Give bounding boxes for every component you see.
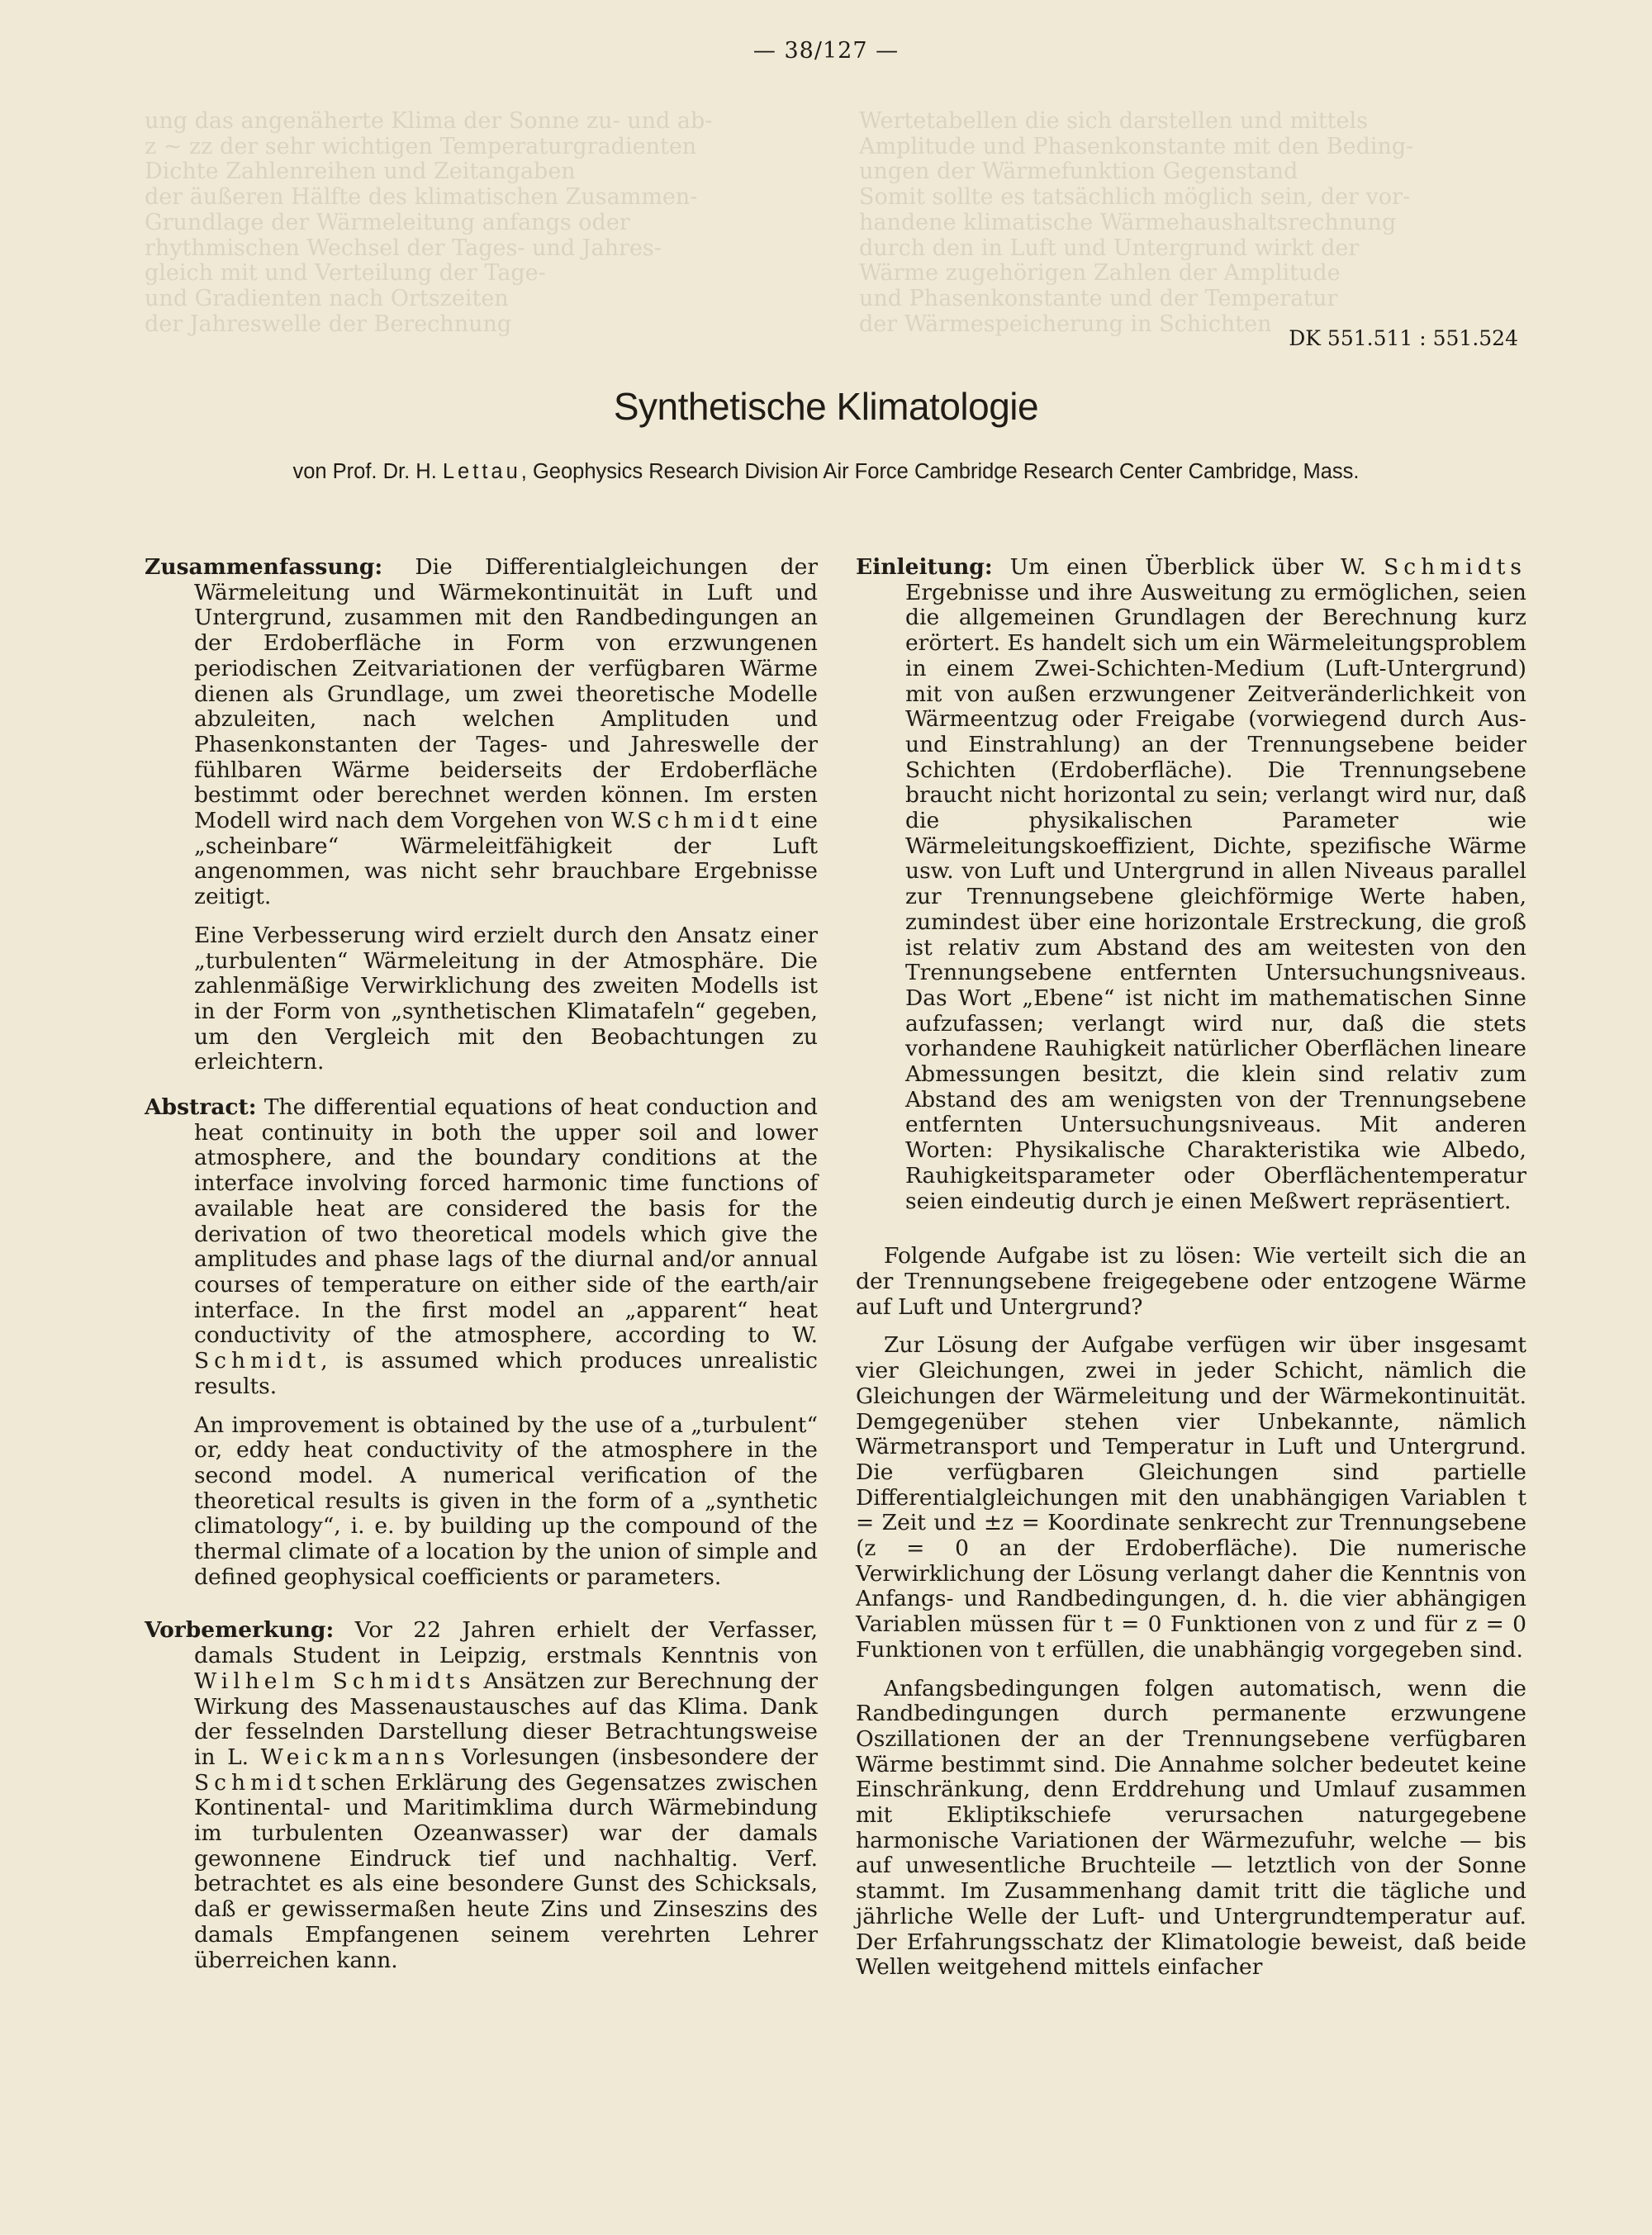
vorbemerkung-text: Vor 22 Jahren erhielt der Verfasser, damals Student in Leipzig, erstmals Kenntnis von <box>194 1617 818 1669</box>
vorbemerkung-section <box>145 1618 818 1973</box>
abstract-label: Abstract: <box>145 1094 257 1121</box>
zusammenfassung-paragraph-2: Eine Verbesserung wird erzielt durch den Ansatz einer „turbulenten“ Wärmeleitung in der Atmosphäre. Die zahlenmäßige Verwirklichung des zweiten Modells ist in der Form von „synthetischen Klimatafeln“ gegeben, um den Vergleich mit den Beobachtungen zu erleichtern. <box>194 922 818 1075</box>
einleitung-text: Um einen Überblick über W. <box>992 554 1367 580</box>
right-column <box>856 555 1526 1994</box>
paragraph-anfangsbedingungen: Anfangsbedingungen folgen automatisch, wenn die Randbedingungen durch permanente erzwungene Oszillationen der an der Trennungsebene verfügbaren Wärme bestimmt sind. Die Annahme solcher bedeutet keine Einschränkung, denn Erddrehung und Umlauf zusammen mit Ekliptikschiefe verursachen naturgegebene harmonische Variationen der Wärmezufuhr, welche — bis auf unwesentliche Bruchteile — letztlich von der Sonne stammt. Im Zusammenhang damit tritt die tägliche und jährliche Welle der Luft- und Untergrundtemperatur auf. Der Erfahrungsschatz der Klimatologie beweist, daß beide Wellen weitgehend mittels einfacher <box>856 1675 1526 1981</box>
abstract-text: The differential equations of heat conduction and heat continuity in both the upper soil and lower atmosphere, and the boundary conditions at the interface involving forced harmonic time functions of available heat are considered the basis for the derivation of two theoretical models which give the amplitudes and phase lags of the diurnal and/or annual courses of temperature on either side of the earth/air interface. In the first model an „apparent“ heat conductivity of the atmosphere, according to W. <box>194 1094 818 1349</box>
paragraph-loesung: Zur Lösung der Aufgabe verfügen wir über insgesamt vier Gleichungen, zwei in jeder Schicht, nämlich die Gleichungen der Wärmeleitung und der Wärmekontinuität. Demgegenüber stehen vier Unbekannte, nämlich Wärmetransport und Temperatur in Luft und Untergrund. Die verfügbaren Gleichungen sind partielle Differentialgleichungen mit den unabhängigen Variablen t = Zeit und ±z = Koordinate senkrecht zur Trennungsebene (z = 0 an der Erdoberfläche). Die numerische Verwirklichung der Lösung verlangt daher die Kenntnis von Anfangs- und Randbedingungen, d. h. die vier abhängigen Variablen müssen für t = 0 Funktionen von z und für z = 0 Funktionen von t erfüllen, die unabhängig vorgegeben sind. <box>856 1332 1526 1663</box>
page-number: — 38/127 — <box>752 38 900 64</box>
abstract-section <box>145 1095 818 1399</box>
article-title: Synthetische Klimatologie <box>613 385 1039 428</box>
abstract-text-cont: , is assumed which produces unrealistic results. <box>194 1348 818 1399</box>
author-ref: Schmidt <box>194 1769 321 1796</box>
left-column <box>145 555 818 1986</box>
show-through-text-right: Wertetabellen die sich darstellen und mittels Amplitude und Phasenkonstante mit den Beding- ungen der Wärmefunktion Gegenstand Somit sollte es tatsächlich möglich sein, der vor- handene klimatische Wärmehaushaltsrechnung durch den in Luft und Untergrund wirkt der Wärme zugehörigen Zahlen der Amplitude und Phasenkonstante und der Temperatur der Wärmespeicherung in Schichten <box>859 109 1414 337</box>
dk-classification: DK 551.511 : 551.524 <box>1289 326 1518 350</box>
abstract-paragraph-2: An improvement is obtained by the use of a „turbulent“ or, eddy heat conductivity of the atmosphere in the second model. A numerical verification of the theoretical results is given in the form of a „synthetic climatology“, i. e. by building up the compound of the thermal climate of a location by the union of simple and defined geophysical coefficients or parameters. <box>194 1412 818 1590</box>
einleitung-label: Einleitung: <box>856 554 993 580</box>
vorbemerkung-label: Vorbemerkung: <box>145 1617 335 1644</box>
author-name: Lettau <box>442 460 521 483</box>
einleitung-text-cont: Ergebnisse und ihre Ausweitung zu ermöglichen, seien die allgemeinen Grundlagen der Berechnung kurz erörtert. Es handelt sich um ein Wärmeleitungsproblem in einem Zwei-Schichten-Medium (Luft-Untergrund) mit von außen erzwungener Zeitveränderlichkeit von Wärmeentzug oder Freigabe (vorwiegend durch Aus- und Einstrahlung) an der Trennungsebene beider Schichten (Erdoberfläche). Die Trennungsebene braucht nicht horizontal zu sein; verlangt wird nur, daß die physikalischen Parameter wie Wärmeleitungskoeffizient, Dichte, spezifische Wärme usw. von Luft und Untergrund in allen Niveaus parallel zur Trennungsebene gleichförmige Werte haben, zumindest über eine horizontale Erstreckung, die groß ist relativ zum Abstand des am weitesten von den Trennungsebene entfernten Untersuchungsniveaus. Das Wort „Ebene“ ist nicht im mathematischen Sinne aufzufassen; verlangt wird nur, daß die stets vorhandene Rauhigkeit natürlicher Oberflächen lineare Abmessungen besitzt, die klein sind relativ zum Abstand des am wenigsten von der Trennungsebene entfernten Untersuchungsniveaus. Mit anderen Worten: Physikalische Charakteristika wie Albedo, Rauhigkeitsparameter oder Oberflächentemperatur seien eindeutig durch je einen Meßwert repräsentiert. <box>905 579 1526 1214</box>
einleitung-section <box>856 555 1526 1214</box>
zusammenfassung-label: Zusammenfassung: <box>145 554 383 580</box>
zusammenfassung-text-cont: eine „scheinbare“ Wärmeleitfähigkeit der Luft angenommen, was nicht sehr brauchbare Ergebnisse zeitigt. <box>194 808 818 910</box>
affiliation: , Geophysics Research Division Air Force Cambridge Research Center Cambridge, Mass. <box>520 460 1360 483</box>
paragraph-folgende: Folgende Aufgabe ist zu lösen: Wie verteilt sich die an der Trennungsebene freigegebene oder entzogene Wärme auf Luft und Untergrund? <box>856 1243 1526 1320</box>
author-ref: Weickmanns <box>260 1744 450 1770</box>
author-ref: Schmidt <box>636 808 764 834</box>
show-through-text-left: ung das angenäherte Klima der Sonne zu- und ab- z ~ zz der sehr wichtigen Temperaturgradienten Dichte Zahlenreihen und Zeitangaben der äußeren Hälfte des klimatischen Zusammen- Grundlage der Wärmeleitung anfangs oder rhythmischen Wechsel der Tages- und Jahres- gleich mit und Verteilung der Tage- und Gradienten nach Ortszeiten der Jahreswelle der Berechnung <box>145 109 713 337</box>
zusammenfassung-section <box>145 555 818 910</box>
author-ref: Wilhelm Schmidts <box>194 1668 476 1694</box>
vorbemerkung-text-cont: Ansätzen zur Berechnung der Wirkung des Massenaustausches auf das Klima. Dank der fesselnden Darstellung dieser Betrachtungsweise in L. <box>194 1668 818 1770</box>
vorbemerkung-text-cont: schen Erklärung des Gegensatzes zwischen Kontinental- und Maritimklima durch Wärmebindung im turbulenten Ozeanwasser) war der damals gewonnene Eindruck tief und nachhaltig. Verf. betrachtet es als eine besondere Gunst des Schicksals, daß er gewissermaßen heute Zins und Zinseszins des damals Empfangenen seinem verehrten Lehrer überreichen kann. <box>194 1769 818 1973</box>
byline-prefix: von Prof. Dr. H. <box>292 460 437 483</box>
author-ref: Schmidts <box>1384 554 1526 580</box>
byline <box>0 460 1652 484</box>
vorbemerkung-text-cont: Vorlesungen (insbesondere der <box>449 1744 818 1770</box>
zusammenfassung-text: Die Differentialgleichungen der Wärmeleitung und Wärmekontinuität in Luft und Untergrund, zusammen mit den Randbedingungen an der Erdoberfläche in Form von erzwungenen periodischen Zeitvariationen der verfügbaren Wärme dienen als Grundlage, um zwei theoretische Modelle abzuleiten, nach welchen Amplituden und Phasenkonstanten der Tages- und Jahreswelle der fühlbaren Wärme beiderseits der Erdoberfläche bestimmt oder berechnet werden können. Im ersten Modell wird nach dem Vorgehen von W. <box>194 554 818 834</box>
author-ref: Schmidt <box>194 1348 321 1374</box>
